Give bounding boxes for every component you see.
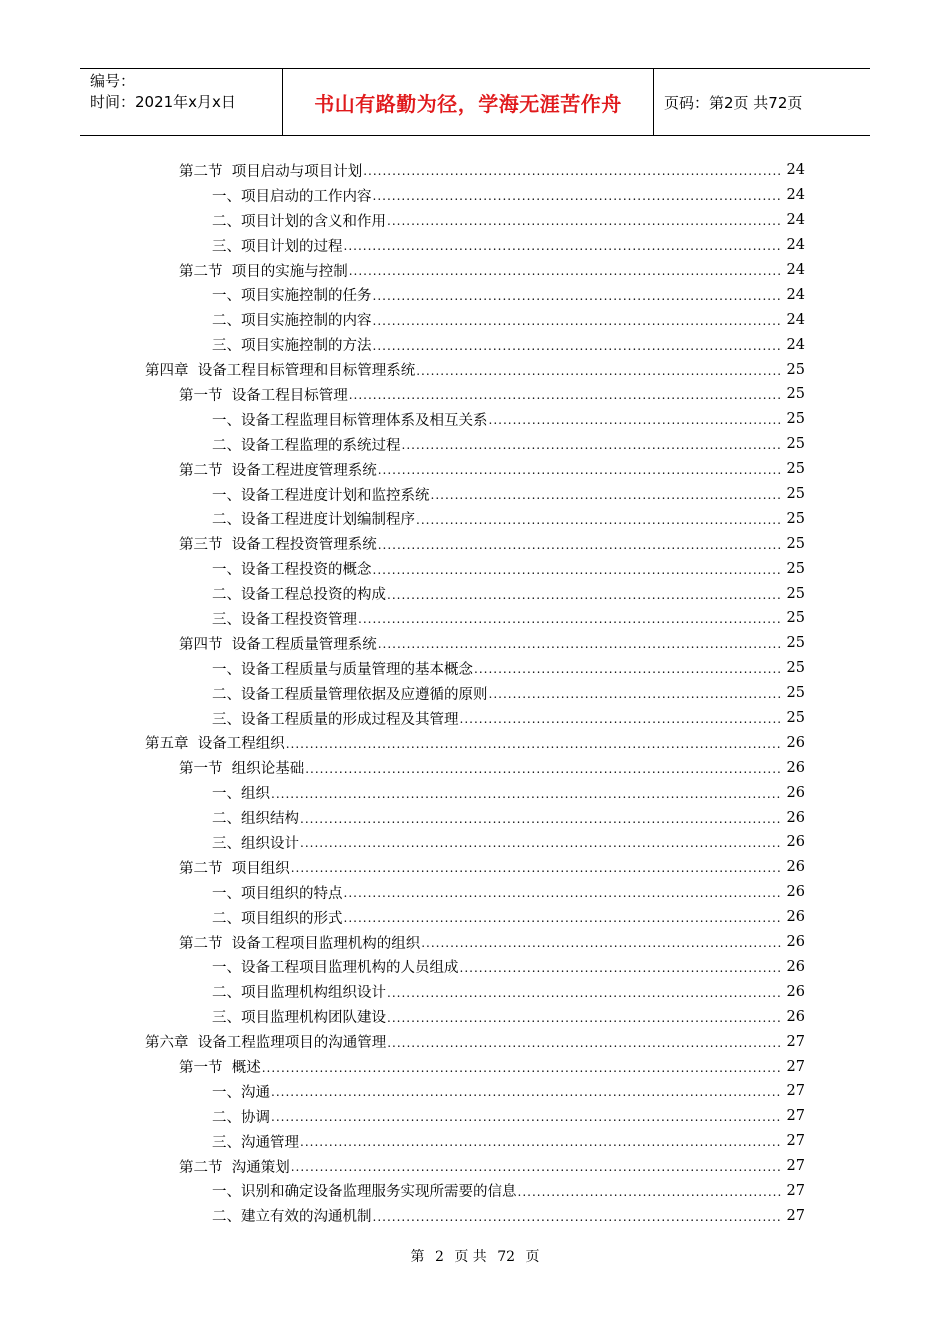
toc-entry-page: 27 [786, 1158, 805, 1175]
toc-entry-title: 一、设备工程监理目标管理体系及相互关系 [212, 409, 489, 430]
toc-leader-dots [518, 1185, 782, 1201]
toc-entry-title: 一、项目实施控制的任务 [212, 284, 373, 305]
toc-entry-page: 25 [786, 635, 805, 652]
toc-entry-title: 二、设备工程监理的系统过程 [212, 434, 402, 455]
toc-entry-title: 第四节 设备工程质量管理系统 [179, 633, 378, 654]
table-of-contents [0, 158, 950, 1228]
toc-entry-title: 第三节 设备工程投资管理系统 [179, 533, 378, 554]
toc-leader-dots [373, 1210, 782, 1226]
toc-leader-dots [300, 812, 781, 828]
header-time-label: 时间：2021年x月x日 [90, 93, 236, 111]
toc-entry-title: 三、设备工程质量的形成过程及其管理 [212, 708, 460, 729]
toc-leader-dots [305, 762, 781, 778]
toc-entry-title: 三、项目实施控制的方法 [212, 334, 373, 355]
toc-leader-dots [416, 513, 781, 529]
toc-entry-page: 26 [786, 1008, 805, 1025]
toc-entry[interactable] [0, 730, 950, 755]
toc-leader-dots [378, 538, 781, 554]
toc-entry-page: 25 [786, 411, 805, 428]
toc-entry[interactable] [0, 1079, 950, 1104]
toc-entry-title: 三、设备工程投资管理 [212, 608, 358, 629]
toc-entry-page: 26 [786, 859, 805, 876]
toc-entry[interactable] [0, 681, 950, 706]
toc-entry[interactable] [0, 1004, 950, 1029]
toc-entry-page: 25 [786, 585, 805, 602]
toc-entry[interactable] [0, 382, 950, 407]
toc-entry-title: 第五章 设备工程组织 [145, 732, 286, 753]
toc-entry[interactable] [0, 905, 950, 930]
toc-leader-dots [271, 787, 781, 803]
toc-leader-dots [349, 388, 781, 404]
toc-entry[interactable] [0, 233, 950, 258]
toc-entry[interactable] [0, 855, 950, 880]
toc-entry-page: 24 [786, 336, 805, 353]
toc-entry[interactable] [0, 183, 950, 208]
toc-entry-title: 三、组织设计 [212, 832, 300, 853]
toc-leader-dots [460, 712, 782, 728]
toc-entry-title: 二、设备工程进度计划编制程序 [212, 508, 416, 529]
toc-leader-dots [344, 239, 782, 255]
toc-entry-title: 三、项目计划的过程 [212, 235, 344, 256]
toc-entry[interactable] [0, 158, 950, 183]
toc-leader-dots [431, 488, 782, 504]
toc-entry-page: 27 [786, 1182, 805, 1199]
toc-entry[interactable] [0, 805, 950, 830]
toc-entry-title: 一、设备工程质量与质量管理的基本概念 [212, 658, 474, 679]
footer-middle: 页 共 [454, 1249, 487, 1265]
toc-leader-dots [387, 1036, 781, 1052]
toc-leader-dots [387, 214, 781, 230]
toc-entry-title: 二、项目实施控制的内容 [212, 309, 373, 330]
toc-entry[interactable] [0, 432, 950, 457]
toc-entry[interactable] [0, 407, 950, 432]
toc-leader-dots [291, 861, 781, 877]
header-page-info: 页码：第2页 共72页 [664, 93, 803, 112]
toc-entry-title: 三、沟通管理 [212, 1131, 300, 1152]
toc-entry[interactable] [0, 506, 950, 531]
toc-entry[interactable] [0, 1054, 950, 1079]
toc-entry-page: 26 [786, 784, 805, 801]
toc-leader-dots [286, 737, 781, 753]
toc-entry-page: 24 [786, 237, 805, 254]
toc-entry-page: 25 [786, 461, 805, 478]
toc-entry-page: 26 [786, 909, 805, 926]
toc-entry[interactable] [0, 208, 950, 233]
toc-entry-page: 24 [786, 311, 805, 328]
page-footer [0, 1246, 950, 1266]
toc-entry-title: 一、设备工程投资的概念 [212, 558, 373, 579]
toc-entry[interactable] [0, 1154, 950, 1179]
toc-entry-page: 26 [786, 983, 805, 1000]
toc-leader-dots [387, 986, 781, 1002]
toc-entry-page: 25 [786, 685, 805, 702]
toc-entry-title: 第二节 项目组织 [179, 857, 291, 878]
toc-entry-title: 第二节 项目启动与项目计划 [179, 160, 363, 181]
toc-entry[interactable] [0, 1029, 950, 1054]
toc-leader-dots [373, 339, 782, 355]
toc-entry-title: 第二节 设备工程进度管理系统 [179, 459, 378, 480]
toc-entry-page: 26 [786, 934, 805, 951]
toc-leader-dots [373, 563, 782, 579]
header-meta [80, 69, 283, 135]
toc-entry-page: 26 [786, 759, 805, 776]
toc-entry-page: 25 [786, 436, 805, 453]
toc-leader-dots [344, 886, 782, 902]
toc-entry-title: 第二节 项目的实施与控制 [179, 260, 349, 281]
toc-entry-page: 25 [786, 610, 805, 627]
toc-entry-page: 24 [786, 286, 805, 303]
toc-entry-title: 二、项目组织的形式 [212, 907, 344, 928]
toc-entry[interactable] [0, 457, 950, 482]
toc-entry[interactable] [0, 307, 950, 332]
toc-entry[interactable] [0, 880, 950, 905]
toc-entry-page: 26 [786, 958, 805, 975]
toc-entry-page: 25 [786, 486, 805, 503]
toc-entry-title: 第一节 组织论基础 [179, 757, 305, 778]
footer-current-page: 2 [434, 1249, 444, 1265]
toc-entry-page: 25 [786, 710, 805, 727]
toc-entry[interactable] [0, 1104, 950, 1129]
toc-entry[interactable] [0, 531, 950, 556]
toc-leader-dots [262, 1061, 781, 1077]
header-number-label: 编号： [90, 72, 136, 90]
toc-entry[interactable] [0, 955, 950, 980]
toc-entry[interactable] [0, 755, 950, 780]
toc-entry[interactable] [0, 581, 950, 606]
footer-prefix: 第 [410, 1249, 425, 1265]
toc-leader-dots [373, 289, 782, 305]
toc-entry-page: 27 [786, 1108, 805, 1125]
toc-entry-title: 第二节 设备工程项目监理机构的组织 [179, 932, 421, 953]
toc-leader-dots [416, 364, 781, 380]
toc-entry-title: 一、设备工程进度计划和监控系统 [212, 484, 431, 505]
toc-leader-dots [387, 1011, 781, 1027]
toc-leader-dots [300, 1135, 781, 1151]
toc-leader-dots [489, 413, 782, 429]
toc-entry-title: 二、协调 [212, 1106, 271, 1127]
toc-entry[interactable] [0, 1179, 950, 1204]
toc-leader-dots [474, 662, 781, 678]
toc-leader-dots [344, 911, 782, 927]
toc-leader-dots [387, 588, 781, 604]
toc-leader-dots [378, 637, 781, 653]
toc-entry[interactable] [0, 482, 950, 507]
toc-leader-dots [358, 612, 781, 628]
toc-leader-dots [378, 463, 781, 479]
footer-total-pages: 72 [497, 1249, 516, 1265]
toc-entry[interactable] [0, 631, 950, 656]
toc-entry-page: 24 [786, 212, 805, 229]
toc-entry-title: 一、项目组织的特点 [212, 882, 344, 903]
toc-entry-title: 一、设备工程项目监理机构的人员组成 [212, 956, 460, 977]
toc-entry-page: 27 [786, 1207, 805, 1224]
toc-entry-title: 二、设备工程总投资的构成 [212, 583, 387, 604]
toc-entry-title: 第一节 概述 [179, 1056, 262, 1077]
toc-entry[interactable] [0, 1203, 950, 1228]
toc-entry-title: 一、项目启动的工作内容 [212, 185, 373, 206]
toc-entry[interactable] [0, 258, 950, 283]
toc-entry-title: 二、项目计划的含义和作用 [212, 210, 387, 231]
toc-leader-dots [460, 961, 782, 977]
toc-leader-dots [363, 164, 781, 180]
toc-entry-page: 27 [786, 1083, 805, 1100]
toc-entry-title: 一、组织 [212, 782, 271, 803]
toc-entry-page: 26 [786, 834, 805, 851]
toc-entry[interactable] [0, 282, 950, 307]
toc-entry-page: 27 [786, 1133, 805, 1150]
toc-leader-dots [349, 264, 781, 280]
toc-leader-dots [489, 687, 782, 703]
toc-entry-title: 第六章 设备工程监理项目的沟通管理 [145, 1031, 387, 1052]
toc-entry-page: 25 [786, 361, 805, 378]
toc-entry-page: 26 [786, 809, 805, 826]
toc-entry-page: 25 [786, 660, 805, 677]
toc-entry-page: 25 [786, 535, 805, 552]
toc-leader-dots [421, 936, 781, 952]
toc-entry[interactable] [0, 656, 950, 681]
toc-entry-title: 一、识别和确定设备监理服务实现所需要的信息 [212, 1180, 518, 1201]
toc-leader-dots [373, 314, 782, 330]
toc-entry-page: 27 [786, 1033, 805, 1050]
toc-entry[interactable] [0, 1129, 950, 1154]
toc-entry-title: 三、项目监理机构团队建设 [212, 1006, 387, 1027]
toc-leader-dots [271, 1110, 781, 1126]
toc-entry-title: 第一节 设备工程目标管理 [179, 384, 349, 405]
header-motto: 书山有路勤为径，学海无涯苦作舟 [283, 69, 654, 135]
toc-entry-page: 25 [786, 560, 805, 577]
toc-entry-title: 二、设备工程质量管理依据及应遵循的原则 [212, 683, 489, 704]
toc-entry-page: 24 [786, 162, 805, 179]
toc-entry[interactable] [0, 332, 950, 357]
toc-leader-dots [291, 1160, 781, 1176]
toc-entry[interactable] [0, 357, 950, 382]
footer-suffix: 页 [525, 1249, 540, 1265]
toc-entry[interactable] [0, 780, 950, 805]
toc-leader-dots [300, 836, 781, 852]
toc-entry-title: 一、沟通 [212, 1081, 271, 1102]
toc-entry-page: 27 [786, 1058, 805, 1075]
toc-leader-dots [271, 1085, 781, 1101]
toc-entry[interactable] [0, 706, 950, 731]
toc-entry-page: 26 [786, 734, 805, 751]
toc-entry[interactable] [0, 979, 950, 1004]
toc-entry-page: 24 [786, 187, 805, 204]
toc-entry-title: 第二节 沟通策划 [179, 1156, 291, 1177]
toc-entry-title: 第四章 设备工程目标管理和目标管理系统 [145, 359, 416, 380]
toc-entry[interactable] [0, 556, 950, 581]
toc-entry[interactable] [0, 830, 950, 855]
toc-leader-dots [402, 438, 782, 454]
toc-entry-page: 25 [786, 510, 805, 527]
toc-entry-page: 24 [786, 262, 805, 278]
toc-leader-dots [373, 189, 782, 205]
toc-entry-title: 二、建立有效的沟通机制 [212, 1205, 373, 1226]
toc-entry-page: 25 [786, 386, 805, 403]
toc-entry[interactable] [0, 606, 950, 631]
toc-entry-page: 26 [786, 884, 805, 901]
toc-entry-title: 二、项目监理机构组织设计 [212, 981, 387, 1002]
page-header [80, 68, 870, 136]
toc-entry-title: 二、组织结构 [212, 807, 300, 828]
toc-entry[interactable] [0, 930, 950, 955]
